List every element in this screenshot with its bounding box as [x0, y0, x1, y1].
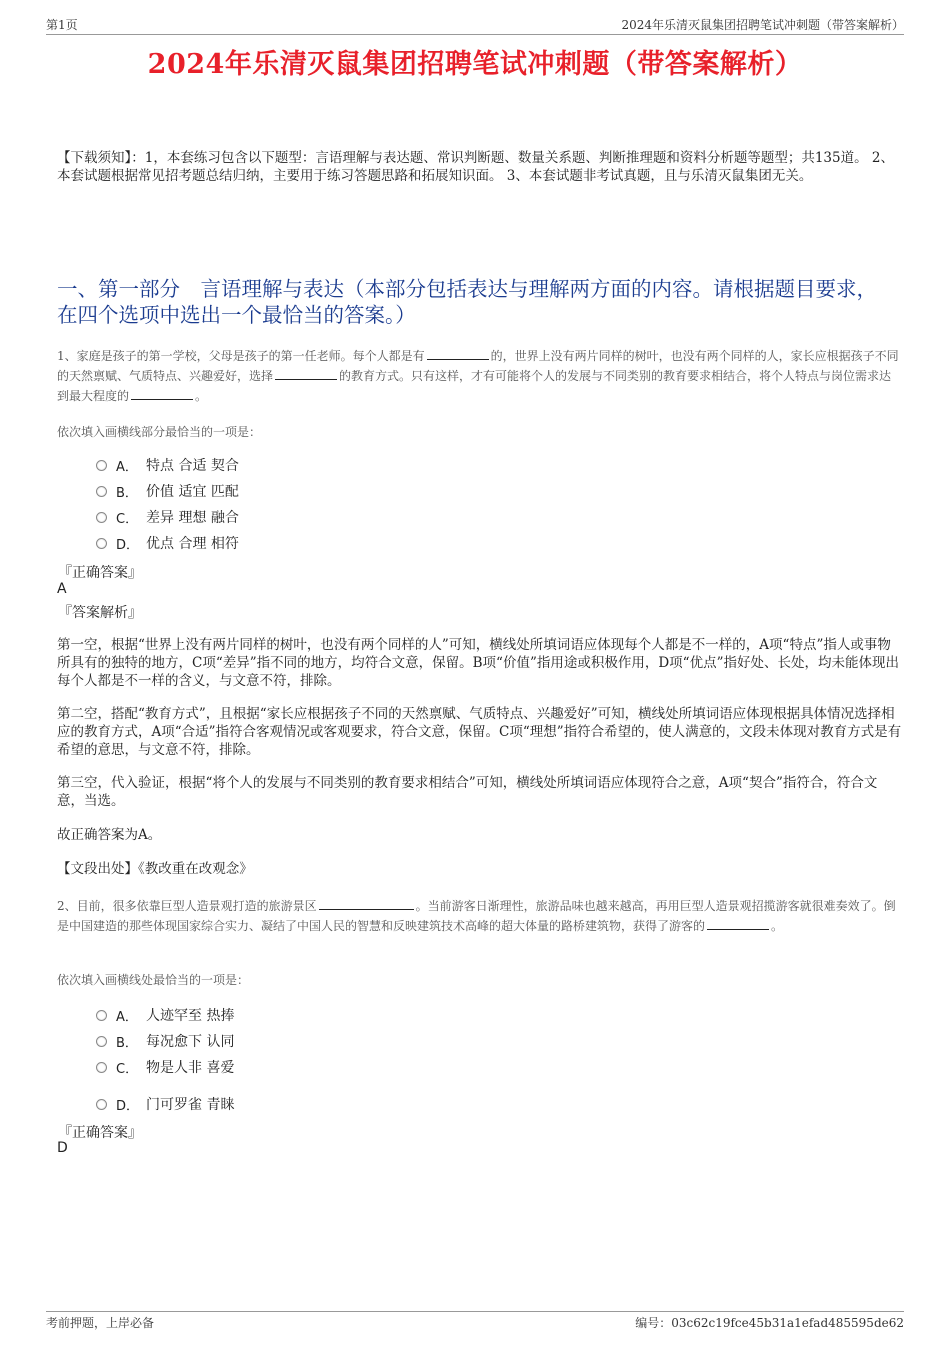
q2-text-2: 。当前游客日渐理性，旅游品味也越来越高，再用巨型人造景观招揽游客就很难奏效了。倒是中国建造的那些体现国家综合实力、凝结了中国人民的智慧和反映建筑技术高峰的超大体量的路桥建筑物，获得了游客的	[57, 899, 896, 933]
q2-option-b[interactable]	[96, 1031, 234, 1051]
radio-icon[interactable]	[96, 1099, 107, 1110]
option-text: 每况愈下 认同	[146, 1034, 235, 1050]
q1-source: 【文段出处】《教改重在改观念》	[57, 861, 253, 877]
option-letter: B．	[116, 485, 138, 501]
footer-rule	[46, 1311, 904, 1312]
option-letter: A．	[116, 1009, 138, 1025]
q1-analysis-1: 第一空，根据“世界上没有两片同样的树叶，也没有两个同样的人”可知，横线处所填词语应体现每个人都是不一样的，A项“特点”指人或事物所具有的独特的地方，C项“差异”指不同的地方，均符合文意，保留。B项“价值”指用途或积极作用，D项“优点”指好处、长处，均未能体现出每个人都是不一样的含义，与文意不符，排除。	[57, 637, 899, 689]
q1-blank-1	[427, 347, 489, 360]
radio-icon[interactable]	[96, 486, 107, 497]
q1-option-a[interactable]	[96, 455, 239, 475]
q2-blank-1	[319, 897, 414, 910]
option-letter: C．	[116, 1061, 139, 1077]
q1-analysis-3: 第三空，代入验证，根据“将个人的发展与不同类别的教育要求相结合”可知，横线处所填词语应体现符合之意，A项“契合”指符合，符合文意，当选。	[57, 775, 878, 809]
page-title: 2024年乐清灭鼠集团招聘笔试冲刺题（带答案解析）	[147, 49, 803, 80]
q1-answer-label: 『正确答案』	[58, 565, 142, 581]
option-text: 物是人非 喜爱	[146, 1060, 235, 1076]
q1-answer: A	[57, 581, 67, 597]
option-text: 门可罗雀 青睐	[146, 1097, 235, 1113]
footer-slogan: 考前押题，上岸必备	[46, 1316, 155, 1330]
q1-option-b[interactable]	[96, 481, 239, 501]
q1-text-2: 的，世界上没有两片同样的树叶，也没有两个同样的人，家长应根据孩子不同的天然禀赋、气质特点、兴趣爱好，选择	[57, 349, 899, 383]
q2-answer: D	[57, 1140, 68, 1156]
q2-option-c[interactable]	[96, 1057, 234, 1077]
q2-text-1: 2、目前，很多依靠巨型人造景观打造的旅游景区	[57, 899, 317, 913]
q1-option-d[interactable]	[96, 533, 239, 553]
page-number: 第1页	[46, 18, 78, 32]
radio-icon[interactable]	[96, 512, 107, 523]
q2-option-a[interactable]	[96, 1005, 234, 1025]
q2-blank-2	[707, 917, 769, 930]
q1-text-3: 的教育方式。只有这样，才有可能将个人的发展与不同类别的教育要求相结合，将个人特点与岗位需求达到最大程度的	[57, 369, 892, 403]
option-letter: A．	[116, 459, 138, 475]
option-letter: C．	[116, 511, 139, 527]
option-text: 差异 理想 融合	[146, 510, 239, 526]
q1-prompt: 依次填入画横线部分最恰当的一项是：	[57, 425, 262, 439]
option-text: 人迹罕至 热捧	[146, 1008, 235, 1024]
q2-text-3: 。	[771, 919, 784, 933]
radio-icon[interactable]	[96, 1036, 107, 1047]
q2-option-d[interactable]	[96, 1094, 234, 1114]
q1-analysis-2: 第二空，搭配“教育方式”，且根据“家长应根据孩子不同的天然禀赋、气质特点、兴趣爱好”可知，横线处所填词语应体现根据具体情况选择相应的教育方式，A项“合适”指符合客观情况或客观要求，符合文意，保留。C项“理想”指符合希望的，使人满意的，文段未体现对教育方式是有希望的意思，与文意不符，排除。	[57, 706, 902, 758]
q1-text-1: 1、家庭是孩子的第一学校，父母是孩子的第一任老师。每个人都是有	[57, 349, 425, 363]
q1-analysis-label: 『答案解析』	[58, 605, 142, 621]
option-text: 价值 适宜 匹配	[146, 484, 239, 500]
q1-blank-2	[275, 367, 337, 380]
download-notice: 【下载须知】：1，本套练习包含以下题型：言语理解与表达题、常识判断题、数量关系题、判断推理题和资料分析题等题型；共135道。 2、本套试题根据常见招考题总结归纳，主要用于练习答题思路和拓展知识面。 3、本套试题非考试真题，且与乐清灭鼠集团无关。	[57, 150, 894, 184]
q1-text-4: 。	[195, 389, 208, 403]
option-letter: D．	[116, 537, 140, 553]
option-text: 优点 合理 相符	[146, 536, 239, 552]
option-letter: B．	[116, 1035, 138, 1051]
question-1-stem	[57, 346, 902, 406]
q1-analysis-4: 故正确答案为A。	[57, 827, 162, 843]
q2-answer-label: 『正确答案』	[58, 1125, 142, 1141]
radio-icon[interactable]	[96, 1062, 107, 1073]
header-rule	[46, 34, 904, 35]
footer-doc-id: 编号：03c62c19fce45b31a1efad485595de62	[635, 1316, 904, 1330]
option-letter: D．	[116, 1098, 140, 1114]
header-doc-title: 2024年乐清灭鼠集团招聘笔试冲刺题（带答案解析）	[621, 18, 904, 32]
option-text: 特点 合适 契合	[146, 458, 239, 474]
radio-icon[interactable]	[96, 1010, 107, 1021]
question-2-stem	[57, 896, 902, 936]
section-title: 一、第一部分 言语理解与表达（本部分包括表达与理解两方面的内容。请根据题目要求，在四个选项中选出一个最恰当的答案。）	[57, 277, 877, 327]
q2-prompt: 依次填入画横线处最恰当的一项是：	[57, 973, 250, 987]
radio-icon[interactable]	[96, 460, 107, 471]
q1-blank-3	[131, 387, 193, 400]
radio-icon[interactable]	[96, 538, 107, 549]
q1-option-c[interactable]	[96, 507, 239, 527]
